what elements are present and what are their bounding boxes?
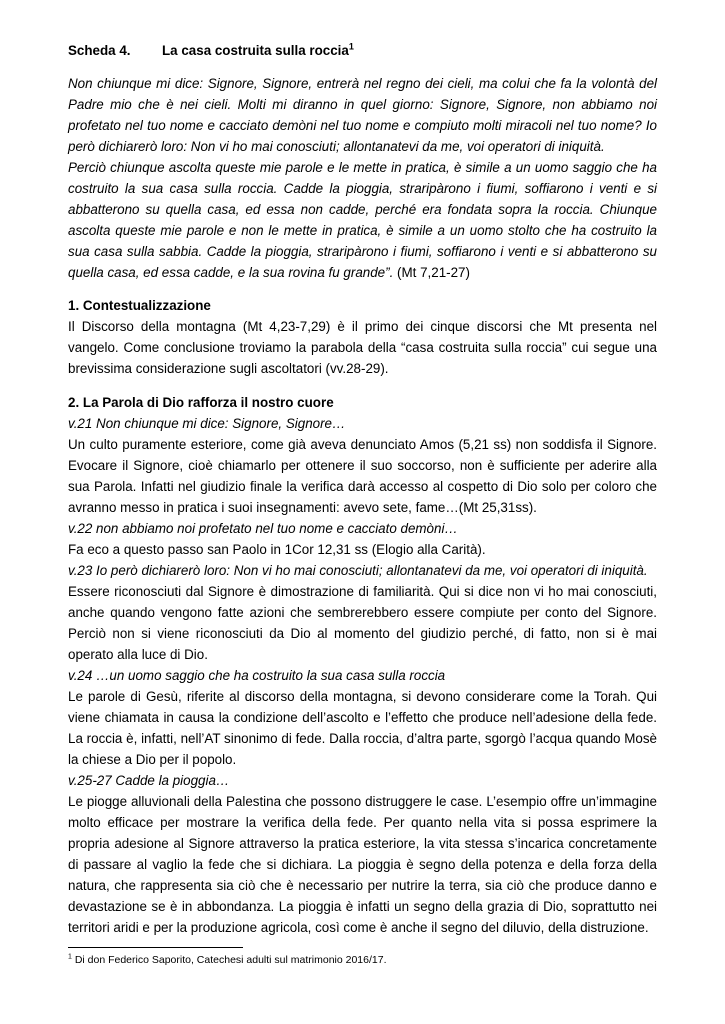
verse-24-commentary: Le parole di Gesù, riferite al discorso della montagna, si devono considerare come la Torah. Qui viene chiamata in causa la condizione dell’ascolto e l’effetto che produce nell’adesione della fede. La roccia è, infatti, nell’AT sinonimo di fede. Dalla roccia, d’altra parte, sgorgò l’acqua quando Mosè la chiese a Dio per il popolo. [68,689,657,767]
verse-23-commentary: Essere riconosciuti dal Signore è dimostrazione di familiarità. Qui si dice non vi ho mai conosciuti, anche quando vengono fatte azioni che sembrerebbero essere compiute per conto del Signore. Perciò non si viene riconosciuti da Dio al momento del giudizio perché, di fatto, non si è mai operato alla luce di Dio. [68,584,657,662]
footnote-text: Di don Federico Saporito, Catechesi adulti sul matrimonio 2016/17. [71,954,387,966]
quote-reference: (Mt 7,21-27) [393,265,470,280]
section-1-body: Il Discorso della montagna (Mt 4,23-7,29) è il primo dei cinque discorsi che Mt presenta nel vangelo. Come conclusione troviamo la parabola della “casa costruita sulla roccia” cui segue una brevissima considerazione sugli ascoltatori (vv.28-29). [68,319,657,376]
verse-25-27-label: v.25-27 Cadde la pioggia… [68,773,230,788]
section-2-heading: 2. La Parola di Dio rafforza il nostro cuore [68,395,334,410]
page-title [68,40,657,61]
gospel-quote [68,73,657,283]
section-parola-di-dio [68,392,657,938]
quote-paragraph-1: Non chiunque mi dice: Signore, Signore, entrerà nel regno dei cieli, ma colui che fa la volontà del Padre mio che è nei cieli. Molti mi diranno in quel giorno: Signore, Signore, non abbiamo noi profetato nel tuo nome e cacciato demòni nel tuo nome e compiuto molti miracoli nel tuo nome? Io però dichiarerò loro: Non vi ho mai conosciuti; allontanatevi da me, voi operatori di iniquità. [68,76,657,154]
section-1-heading: 1. Contestualizzazione [68,298,211,313]
footnote-reference: 1 [348,41,354,52]
footnote-divider [68,947,243,948]
footnote [68,953,657,967]
verse-22-label: v.22 non abbiamo noi profetato nel tuo nome e cacciato demòni… [68,521,458,536]
footnote-marker: 1 [68,953,72,961]
document-page [68,40,657,938]
section-contestualizzazione [68,295,657,379]
title-number: Scheda 4. [68,43,131,58]
verse-25-27-commentary: Le piogge alluvionali della Palestina che possono distruggere le case. L’esempio offre un’immagine molto efficace per mostrare la verifica della fede. Per quanto nella vita si possa esprimere la propria adesione al Signore attraverso la pratica esteriore, la vita stessa s’incarica concretamente di passare al vaglio la fede che si dichiara. La pioggia è segno della potenza e della forza della natura, che rappresenta sia ciò che è necessario per nutrire la terra, sia ciò che produce danno e devastazione se è in abbondanza. La pioggia è infatti un segno della grazia di Dio, soprattutto nei territori aridi e per la produzione agricola, così come è anche il segno del diluvio, della distruzione. [68,794,657,935]
title-text: La casa costruita sulla roccia [162,43,349,58]
quote-paragraph-2 [68,157,657,283]
verse-21-label: v.21 Non chiunque mi dice: Signore, Signore… [68,416,346,431]
verse-22-commentary: Fa eco a questo passo san Paolo in 1Cor 12,31 ss (Elogio alla Carità). [68,542,486,557]
quote-paragraph-2-text: Perciò chiunque ascolta queste mie parole e le mette in pratica, è simile a un uomo saggio che ha costruito la sua casa sulla roccia. Cadde la pioggia, straripàrono i fiumi, soffiarono i venti e si abbatterono su quella casa, ed essa non cadde, perché era fondata sopra la roccia. Chiunque ascolta queste mie parole e non le mette in pratica, è simile a un uomo stolto che ha costruito la sua casa sulla sabbia. Cadde la pioggia, straripàrono i fiumi, soffiarono i venti e si abbatterono su quella casa, ed essa cadde, e la sua rovina fu grande”. [68,160,657,280]
verse-23-label: v.23 Io però dichiarerò loro: Non vi ho mai conosciuti; allontanatevi da me, voi operatori di iniquità. [68,563,648,578]
verse-24-label: v.24 …un uomo saggio che ha costruito la sua casa sulla roccia [68,668,446,683]
verse-21-commentary: Un culto puramente esteriore, come già aveva denunciato Amos (5,21 ss) non soddisfa il Signore. Evocare il Signore, cioè chiamarlo per ottenere il suo soccorso, non è sufficiente per aderire alla sua Parola. Infatti nel giudizio finale la verifica darà accesso al cospetto di Dio solo per coloro che avranno messo in pratica i suoi insegnamenti: avevo sete, fame…(Mt 25,31ss). [68,437,657,515]
